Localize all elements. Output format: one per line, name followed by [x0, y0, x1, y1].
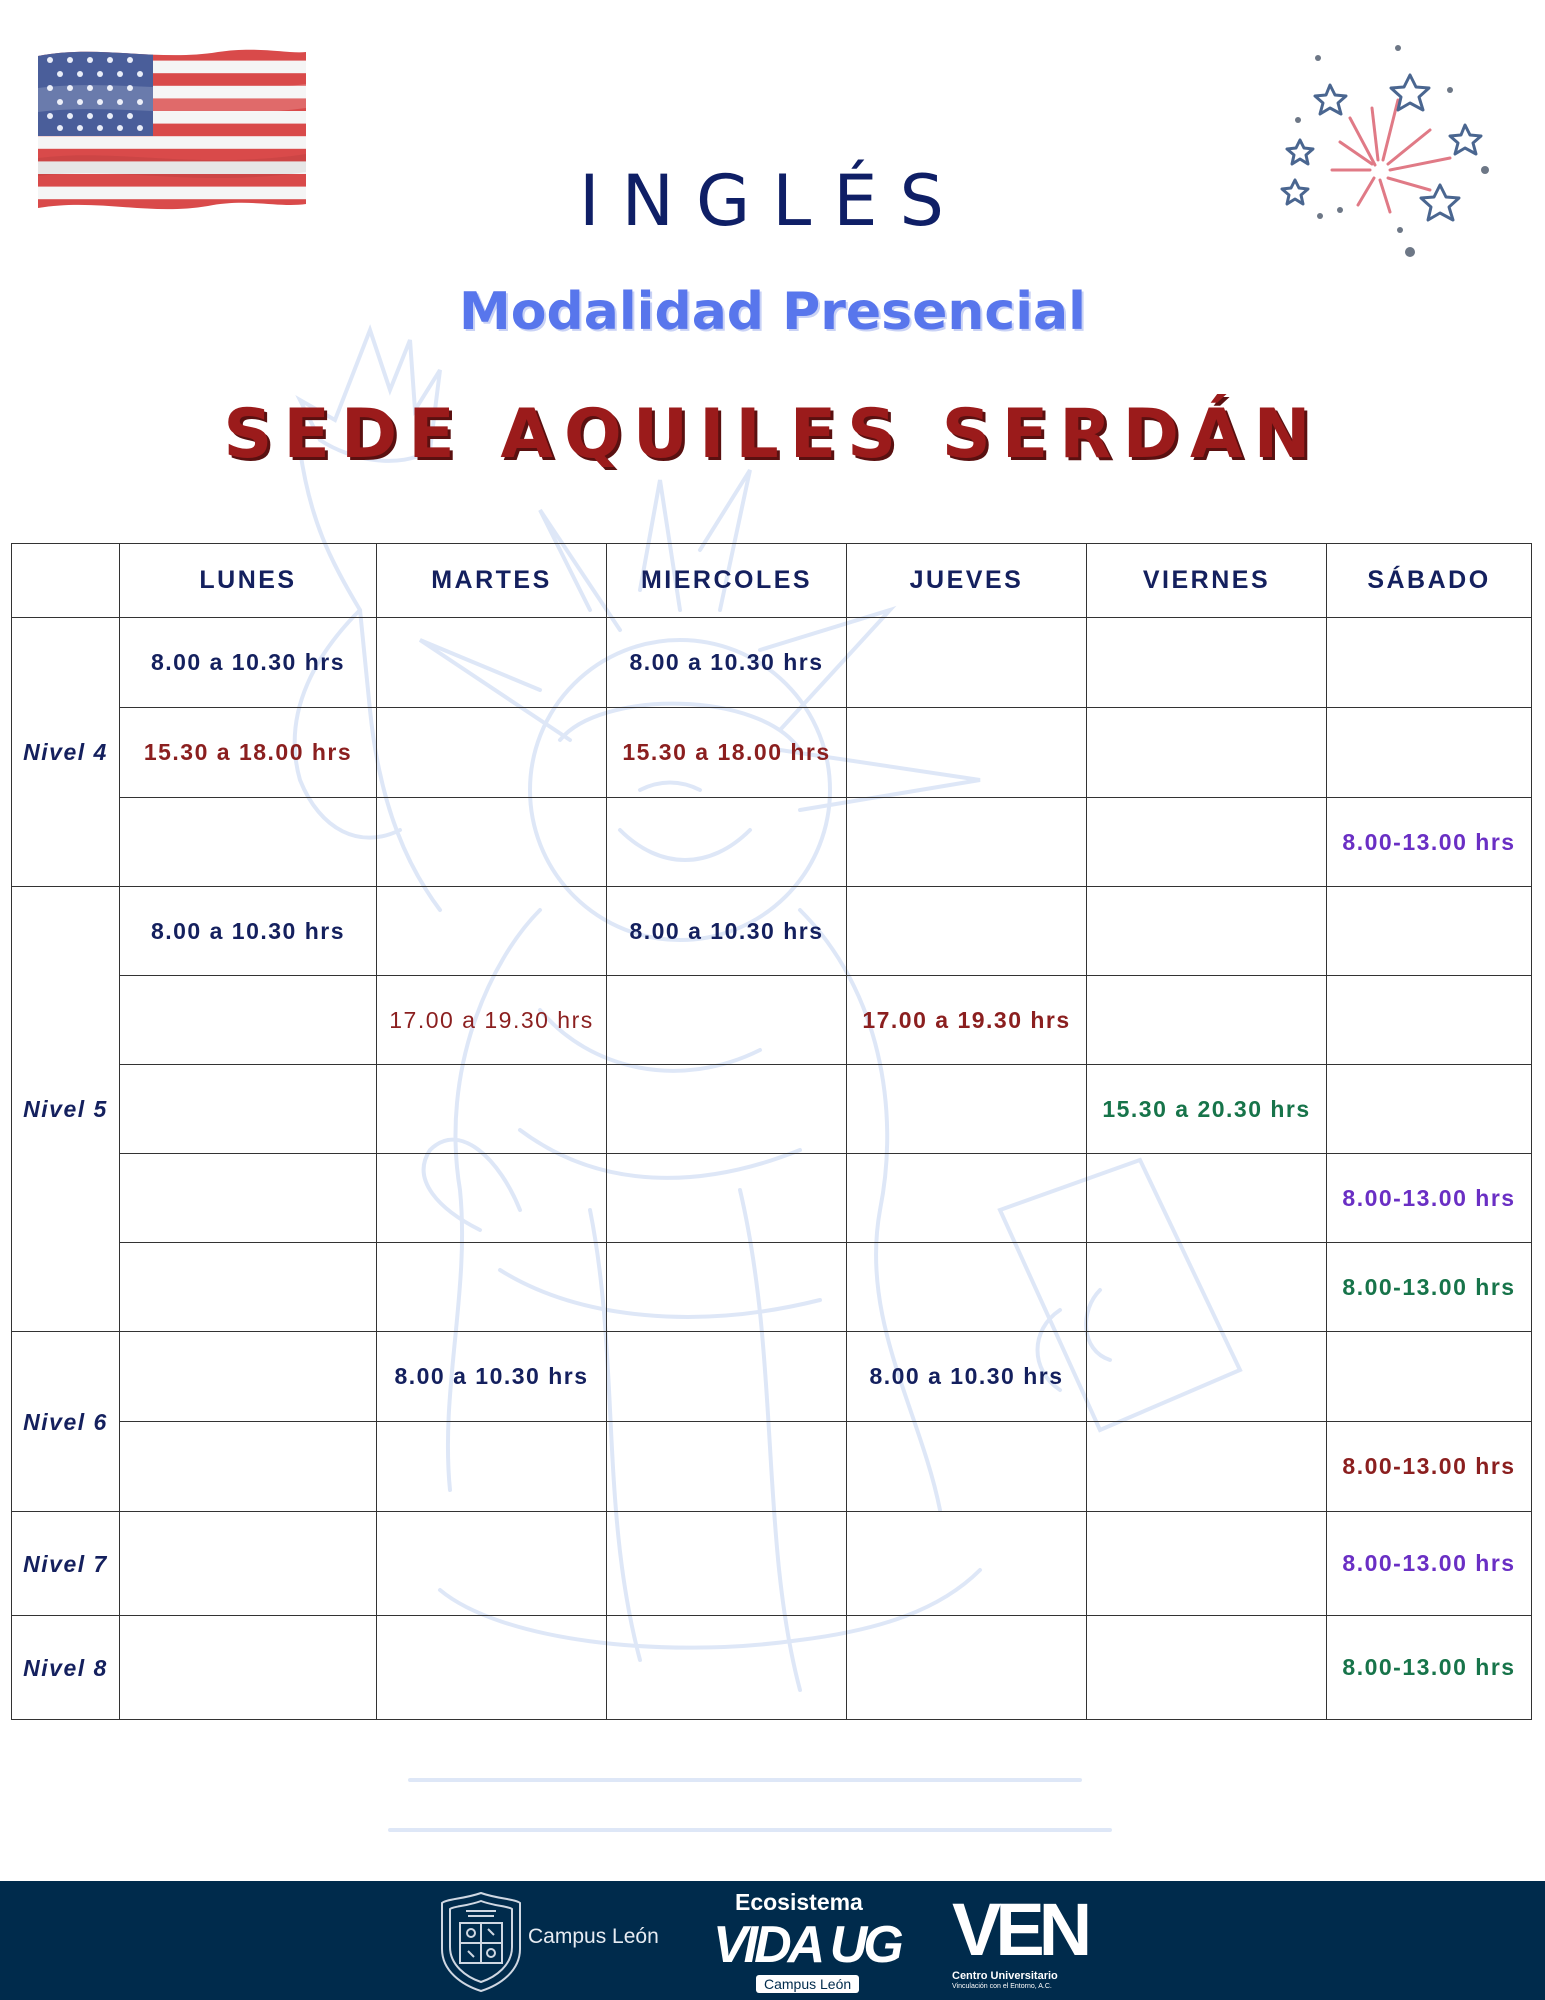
vida-ug-campus-label: Campus León — [756, 1975, 859, 1993]
schedule-cell: 8.00-13.00 hrs — [1327, 1512, 1532, 1616]
schedule-cell — [1327, 618, 1532, 708]
table-row — [12, 1154, 1532, 1243]
table-row — [12, 1243, 1532, 1332]
schedule-cell: 8.00 a 10.30 hrs — [120, 618, 377, 708]
schedule-cell — [377, 1616, 607, 1720]
level-label-6: Nivel 6 — [12, 1332, 120, 1512]
schedule-cell — [1087, 618, 1327, 708]
schedule-cell — [847, 798, 1087, 887]
schedule-cell — [1087, 1422, 1327, 1512]
footer-bar — [0, 1881, 1545, 2000]
ven-logo: VEN — [952, 1888, 1087, 1971]
schedule-cell — [1087, 1332, 1327, 1422]
schedule-cell: 8.00 a 10.30 hrs — [607, 887, 847, 976]
header-tuesday: MARTES — [377, 544, 607, 618]
schedule-cell: 8.00 a 10.30 hrs — [120, 887, 377, 976]
schedule-cell — [1327, 708, 1532, 798]
schedule-cell — [120, 976, 377, 1065]
level-label-8: Nivel 8 — [12, 1616, 120, 1720]
vida-ug-logo: VIDA UG — [713, 1916, 900, 1974]
schedule-cell — [1327, 1065, 1532, 1154]
table-row — [12, 798, 1532, 887]
schedule-cell: 15.30 a 20.30 hrs — [1087, 1065, 1327, 1154]
schedule-cell — [607, 1065, 847, 1154]
schedule-cell — [1087, 976, 1327, 1065]
schedule-cell — [377, 1154, 607, 1243]
table-row — [12, 976, 1532, 1065]
schedule-cell — [847, 618, 1087, 708]
level-label-7: Nivel 7 — [12, 1512, 120, 1616]
schedule-cell — [120, 1616, 377, 1720]
schedule-cell — [377, 708, 607, 798]
ven-subtitle-line2: Vinculación con el Entorno, A.C. — [952, 1983, 1052, 1990]
schedule-table — [11, 543, 1532, 1720]
schedule-cell — [847, 1154, 1087, 1243]
schedule-cell — [377, 798, 607, 887]
schedule-cell — [120, 1065, 377, 1154]
header-friday: VIERNES — [1087, 544, 1327, 618]
header-cell-empty — [12, 544, 120, 618]
schedule-cell: 15.30 a 18.00 hrs — [607, 708, 847, 798]
table-row — [12, 1065, 1532, 1154]
schedule-cell: 17.00 a 19.30 hrs — [847, 976, 1087, 1065]
schedule-cell — [607, 1332, 847, 1422]
ecosistema-label: Ecosistema — [735, 1889, 863, 1915]
schedule-cell — [1087, 1154, 1327, 1243]
university-seal-icon — [438, 1889, 524, 1993]
table-row — [12, 1616, 1532, 1720]
table-row — [12, 618, 1532, 708]
table-row — [12, 1332, 1532, 1422]
header-monday: LUNES — [120, 544, 377, 618]
schedule-cell — [847, 1616, 1087, 1720]
table-row — [12, 708, 1532, 798]
schedule-cell: 8.00-13.00 hrs — [1327, 1243, 1532, 1332]
schedule-cell — [1087, 798, 1327, 887]
header-wednesday: MIERCOLES — [607, 544, 847, 618]
schedule-cell — [377, 1422, 607, 1512]
table-row — [12, 1512, 1532, 1616]
schedule-cell: 8.00-13.00 hrs — [1327, 1154, 1532, 1243]
schedule-cell — [377, 887, 607, 976]
schedule-cell: 8.00 a 10.30 hrs — [847, 1332, 1087, 1422]
schedule-cell — [607, 976, 847, 1065]
header-thursday: JUEVES — [847, 544, 1087, 618]
schedule-cell — [377, 1512, 607, 1616]
location-heading: SEDE AQUILES SERDÁN — [223, 395, 1322, 474]
schedule-cell: 8.00-13.00 hrs — [1327, 1422, 1532, 1512]
schedule-cell — [120, 798, 377, 887]
schedule-cell — [377, 1065, 607, 1154]
schedule-cell: 8.00-13.00 hrs — [1327, 798, 1532, 887]
page-title: INGLÉS — [579, 160, 966, 242]
schedule-cell: 17.00 a 19.30 hrs — [377, 976, 607, 1065]
schedule-cell — [607, 1616, 847, 1720]
schedule-cell — [1087, 1512, 1327, 1616]
schedule-cell — [607, 1422, 847, 1512]
schedule-cell: 8.00 a 10.30 hrs — [607, 618, 847, 708]
schedule-cell — [607, 1154, 847, 1243]
schedule-cell — [847, 1422, 1087, 1512]
modality-subtitle: Modalidad Presencial — [459, 282, 1086, 342]
schedule-cell — [1087, 708, 1327, 798]
schedule-cell — [120, 1243, 377, 1332]
level-label-4: Nivel 4 — [12, 618, 120, 887]
schedule-cell — [120, 1512, 377, 1616]
campus-leon-label: Campus León — [528, 1925, 659, 1948]
schedule-cell — [1327, 1332, 1532, 1422]
schedule-cell — [120, 1422, 377, 1512]
level-label-5: Nivel 5 — [12, 887, 120, 1332]
schedule-cell — [847, 1065, 1087, 1154]
schedule-cell — [607, 1243, 847, 1332]
header-saturday: SÁBADO — [1327, 544, 1532, 618]
schedule-cell — [1087, 1616, 1327, 1720]
schedule-cell — [847, 1243, 1087, 1332]
schedule-cell — [607, 1512, 847, 1616]
schedule-cell — [1327, 887, 1532, 976]
schedule-cell — [1327, 976, 1532, 1065]
schedule-cell — [607, 798, 847, 887]
schedule-cell: 8.00 a 10.30 hrs — [377, 1332, 607, 1422]
ven-subtitle-line1: Centro Universitario — [952, 1970, 1058, 1982]
schedule-cell — [1087, 1243, 1327, 1332]
schedule-cell — [377, 1243, 607, 1332]
table-row — [12, 1422, 1532, 1512]
schedule-cell — [847, 708, 1087, 798]
schedule-cell — [120, 1154, 377, 1243]
table-header-row — [12, 544, 1532, 618]
schedule-cell — [1087, 887, 1327, 976]
table-row — [12, 887, 1532, 976]
schedule-cell — [847, 887, 1087, 976]
schedule-cell: 8.00-13.00 hrs — [1327, 1616, 1532, 1720]
schedule-cell — [120, 1332, 377, 1422]
schedule-cell — [377, 618, 607, 708]
schedule-cell — [847, 1512, 1087, 1616]
schedule-cell: 15.30 a 18.00 hrs — [120, 708, 377, 798]
